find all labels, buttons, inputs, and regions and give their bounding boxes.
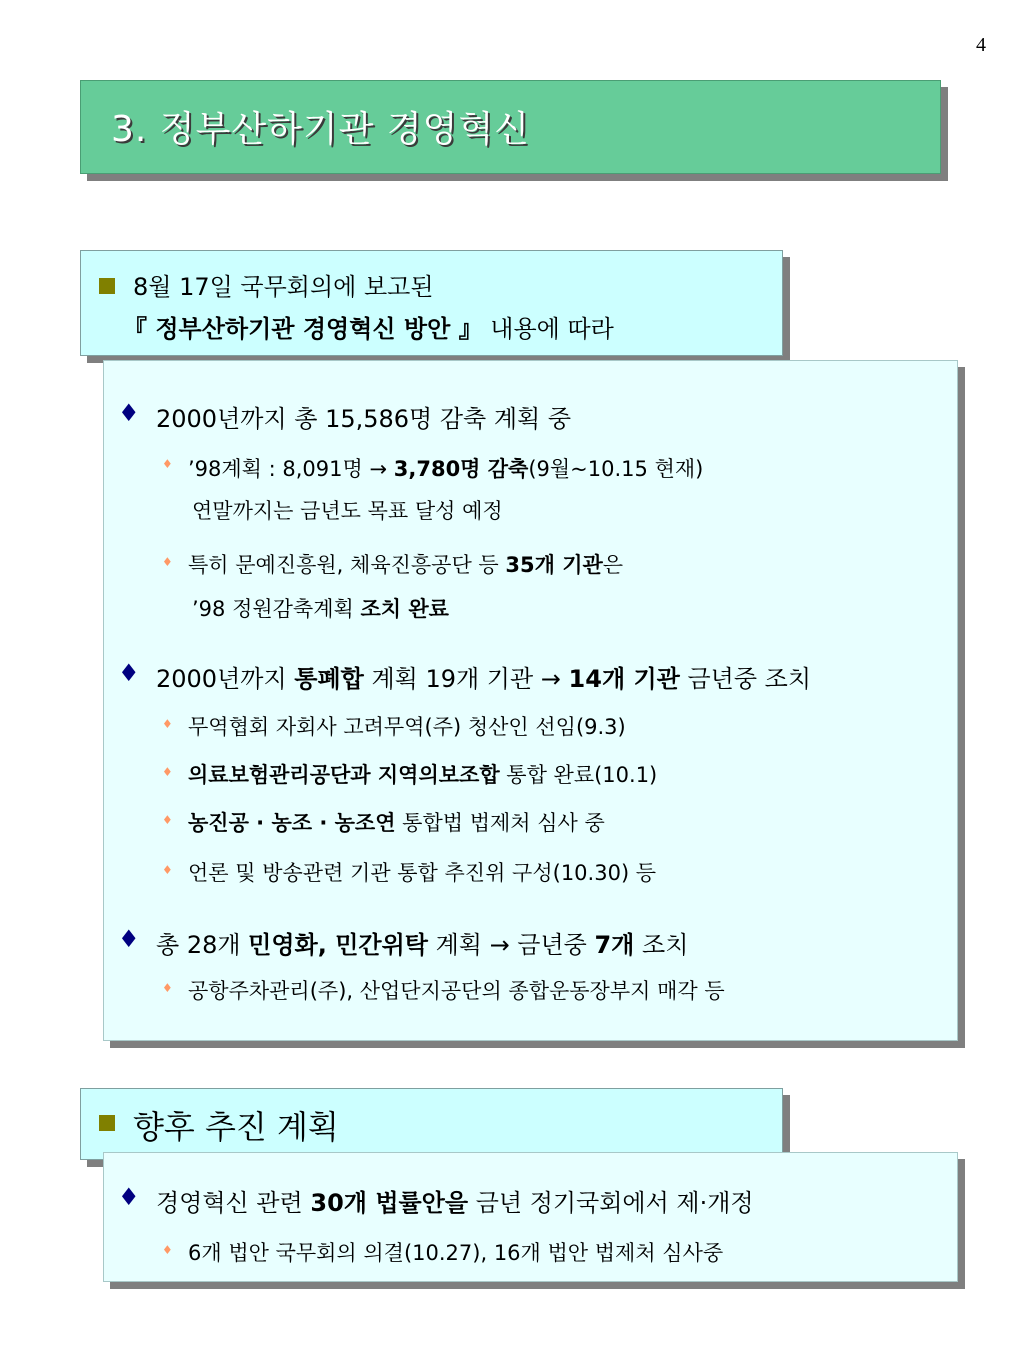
item-a: 2000년까지 총 15,586명 감축 계획 중 — [156, 405, 572, 433]
item-a1-cont: 연말까지는 금년도 목표 달성 예정 — [192, 499, 503, 523]
item-c1: 공항주차관리(주), 산업단지공단의 종합운동장부지 매각 등 — [188, 979, 725, 1003]
page-number: 4 — [976, 34, 986, 56]
item-d: 경영혁신 관련 30개 법률안을 금년 정기국회에서 제·개정 — [156, 1189, 754, 1217]
diamond-bullet-icon: ♦ — [118, 925, 140, 953]
item-a1: ’98계획 : 8,091명 → 3,780명 감축(9월~10.15 현재) — [188, 457, 704, 481]
future-plan-heading-box — [80, 1088, 783, 1160]
section-intro-line2-rest: 내용에 따라 — [482, 315, 614, 343]
small-diamond-icon: ♦ — [162, 555, 173, 569]
small-diamond-icon: ♦ — [162, 1243, 173, 1257]
item-b4: 언론 및 방송관련 기관 통합 추진위 구성(10.30) 등 — [188, 861, 657, 885]
item-a2-cont: ’98 정원감축계획 조치 완료 — [192, 597, 449, 621]
item-b1: 무역협회 자회사 고려무역(주) 청산인 선임(9.3) — [188, 715, 626, 739]
item-b2: 의료보험관리공단과 지역의보조합 통합 완료(10.1) — [188, 763, 658, 787]
small-diamond-icon: ♦ — [162, 765, 173, 779]
plan-title-bold: 『 정부산하기관 경영혁신 방안 』 — [123, 315, 483, 343]
square-bullet-icon — [99, 278, 115, 294]
future-plan-panel — [103, 1152, 958, 1282]
section-heading-box — [80, 250, 783, 356]
diamond-bullet-icon: ♦ — [118, 399, 140, 427]
item-b: 2000년까지 통폐합 계획 19개 기관 → 14개 기관 금년중 조치 — [156, 665, 812, 693]
small-diamond-icon: ♦ — [162, 717, 173, 731]
diamond-bullet-icon: ♦ — [118, 659, 140, 687]
section-intro-line2 — [123, 309, 614, 344]
diamond-bullet-icon: ♦ — [118, 1183, 140, 1211]
square-bullet-icon — [99, 1115, 115, 1131]
section-intro-line1: 8월 17일 국무회의에 보고된 — [133, 273, 434, 301]
item-b3: 농진공 · 농조 · 농조연 통합법 법제처 심사 중 — [188, 811, 605, 835]
item-c: 총 28개 민영화, 민간위탁 계획 → 금년중 7개 조치 — [156, 931, 689, 959]
small-diamond-icon: ♦ — [162, 863, 173, 877]
page-title: 3. 정부산하기관 경영혁신 — [111, 109, 530, 150]
item-a2: 특히 문예진흥원, 체육진흥공단 등 35개 기관은 — [188, 553, 624, 577]
title-banner — [80, 80, 941, 174]
small-diamond-icon: ♦ — [162, 813, 173, 827]
small-diamond-icon: ♦ — [162, 981, 173, 995]
future-plan-heading: 향후 추진 계획 — [133, 1108, 339, 1146]
item-d1: 6개 법안 국무회의 의결(10.27), 16개 법안 법제처 심사중 — [188, 1241, 724, 1265]
content-panel — [103, 360, 958, 1041]
small-diamond-icon: ♦ — [162, 457, 173, 471]
